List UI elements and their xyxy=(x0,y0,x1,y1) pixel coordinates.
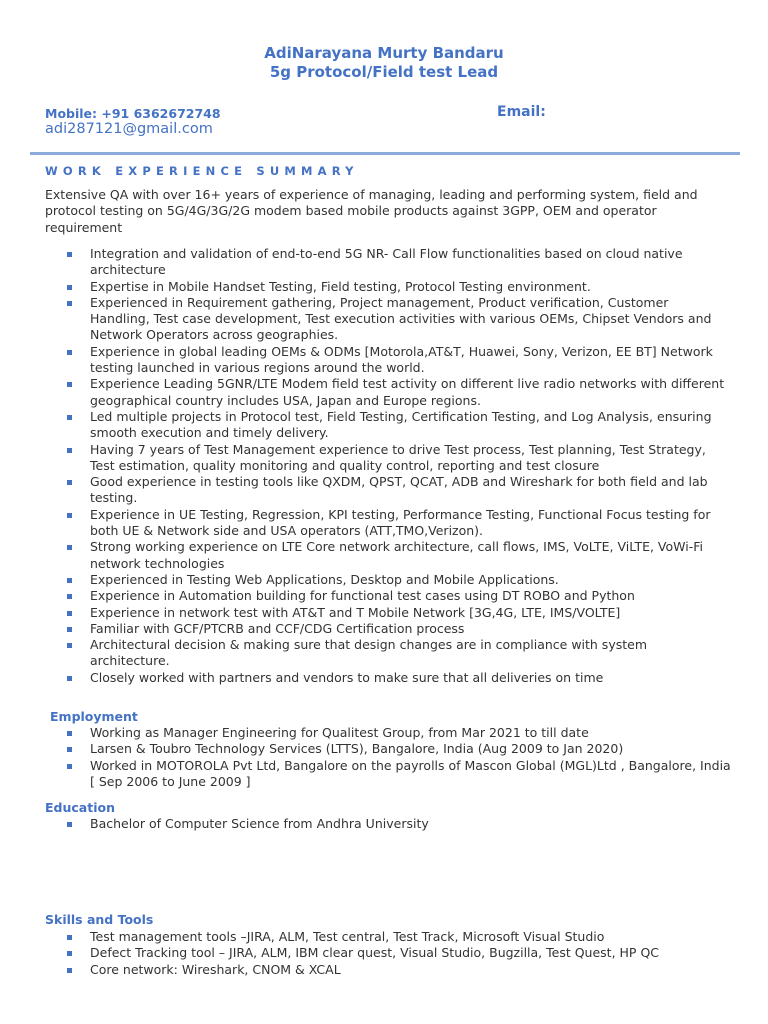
list-item xyxy=(45,929,735,945)
list-item xyxy=(45,945,735,961)
list-item-text: Defect Tracking tool – JIRA, ALM, IBM clear quest, Visual Studio, Bugzilla, Test Quest, HP QC xyxy=(90,945,660,961)
bullet-icon xyxy=(67,415,72,420)
bullet-icon xyxy=(67,252,72,257)
list-item-text: Familiar with GCF/PTCRB and CCF/CDG Certification process xyxy=(90,620,465,636)
bullet-icon xyxy=(67,301,72,306)
bullet-icon xyxy=(67,643,72,648)
list-item-text: Experience in network test with AT&T and T Mobile Network [3G,4G, LTE, IMS/VOLTE] xyxy=(90,604,621,620)
list-item-text: Experienced in Requirement gathering, Project management, Product verification, Customer Handling, Test case development, Test execution activities with various OEMs, Chipset Vendors and Network Operators across geographies. xyxy=(90,294,712,343)
bullet-icon xyxy=(67,676,72,681)
section-divider xyxy=(30,152,740,155)
list-item xyxy=(45,621,725,637)
list-item xyxy=(45,295,725,344)
list-item xyxy=(45,588,725,604)
bullet-icon xyxy=(67,822,72,827)
bullet-icon xyxy=(67,578,72,583)
list-item xyxy=(45,758,735,791)
list-item-text: Experienced in Testing Web Applications, Desktop and Mobile Applications. xyxy=(90,571,559,587)
education-list xyxy=(45,816,735,832)
bullet-icon xyxy=(67,951,72,956)
bullet-icon xyxy=(67,627,72,632)
list-item xyxy=(45,605,725,621)
list-item xyxy=(45,539,725,572)
list-item xyxy=(45,474,725,507)
candidate-name: AdiNarayana Murty Bandaru xyxy=(264,44,504,62)
list-item xyxy=(45,816,735,832)
list-item xyxy=(45,725,735,741)
list-item xyxy=(45,376,725,409)
list-item xyxy=(45,409,725,442)
mobile-number: Mobile: +91 6362672748 xyxy=(45,106,221,121)
email-address[interactable]: adi287121@gmail.com xyxy=(45,121,213,137)
list-item-text: Experience in Automation building for functional test cases using DT ROBO and Python xyxy=(90,588,635,604)
list-item-text: Experience in global leading OEMs & ODMs [Motorola,AT&T, Huawei, Sony, Verizon, EE BT] Network testing launched in various regions around the world. xyxy=(90,343,713,376)
list-item xyxy=(45,572,725,588)
list-item-text: Working as Manager Engineering for Qualitest Group, from Mar 2021 to till date xyxy=(90,725,589,740)
candidate-title: 5g Protocol/Field test Lead xyxy=(269,63,499,81)
resume-header xyxy=(0,44,768,82)
employment-heading: Employment xyxy=(50,709,138,724)
bullet-icon xyxy=(67,731,72,736)
list-item xyxy=(45,442,725,475)
bullet-icon xyxy=(67,350,72,355)
list-item-text: Having 7 years of Test Management experience to drive Test process, Test planning, Test Strategy, Test estimation, quality monitoring and quality control, reporting and test closure xyxy=(90,441,706,473)
email-label: Email: xyxy=(497,104,546,120)
list-item xyxy=(45,741,735,757)
work-experience-summary: Extensive QA with over 16+ years of experience of managing, leading and performing system, field and protocol testing on 5G/4G/3G/2G modem based mobile products against 3GPP, OEM and operator requirement xyxy=(45,187,698,235)
bullet-icon xyxy=(67,285,72,290)
list-item-text: Closely worked with partners and vendors to make sure that all deliveries on time xyxy=(90,669,604,685)
bullet-icon xyxy=(67,545,72,550)
list-item xyxy=(45,246,725,279)
bullet-icon xyxy=(67,968,72,973)
work-experience-list xyxy=(45,246,725,686)
bullet-icon xyxy=(67,747,72,752)
list-item-text: Architectural decision & making sure that design changes are in compliance with system architecture. xyxy=(90,637,648,669)
employment-list xyxy=(45,725,735,790)
work-experience-heading: WORK EXPERIENCE SUMMARY xyxy=(45,164,359,178)
bullet-icon xyxy=(67,594,72,599)
bullet-icon xyxy=(67,382,72,387)
list-item-text: Integration and validation of end-to-end 5G NR- Call Flow functionalities based on cloud native architecture xyxy=(90,246,683,278)
list-item-text: Led multiple projects in Protocol test, Field Testing, Certification Testing, and Log Analysis, ensuring smooth execution and timely delivery. xyxy=(90,408,712,441)
list-item-text: Bachelor of Computer Science from Andhra University xyxy=(90,816,429,831)
list-item xyxy=(45,637,725,670)
list-item-text: Experience in UE Testing, Regression, KPI testing, Performance Testing, Functional Focus testing for both UE & Network side and USA operators (ATT,TMO,Verizon). xyxy=(90,506,711,539)
skills-list xyxy=(45,929,735,978)
education-heading: Education xyxy=(45,800,115,815)
bullet-icon xyxy=(67,448,72,453)
list-item-text: Test management tools –JIRA, ALM, Test central, Test Track, Microsoft Visual Studio xyxy=(90,929,605,944)
list-item xyxy=(45,507,725,540)
list-item xyxy=(45,344,725,377)
list-item-text: Core network: Wireshark, CNOM & XCAL xyxy=(90,961,341,977)
bullet-icon xyxy=(67,935,72,940)
bullet-icon xyxy=(67,513,72,518)
list-item-text: Strong working experience on LTE Core network architecture, call flows, IMS, VoLTE, ViLTE, VoWi-Fi network technologies xyxy=(90,539,703,571)
list-item-text: Worked in MOTOROLA Pvt Ltd, Bangalore on the payrolls of Mascon Global (MGL)Ltd , Bangalore, India [ Sep 2006 to June 2009 ] xyxy=(90,757,731,789)
skills-heading: Skills and Tools xyxy=(45,912,154,927)
list-item xyxy=(45,279,725,295)
list-item-text: Larsen & Toubro Technology Services (LTTS), Bangalore, India (Aug 2009 to Jan 2020) xyxy=(90,741,624,757)
bullet-icon xyxy=(67,764,72,769)
bullet-icon xyxy=(67,480,72,485)
bullet-icon xyxy=(67,611,72,616)
list-item-text: Expertise in Mobile Handset Testing, Field testing, Protocol Testing environment. xyxy=(90,278,591,294)
list-item-text: Good experience in testing tools like QXDM, QPST, QCAT, ADB and Wireshark for both field and lab testing. xyxy=(90,474,708,506)
list-item xyxy=(45,670,725,686)
list-item-text: Experience Leading 5GNR/LTE Modem field test activity on different live radio networks with different geographical country includes USA, Japan and Europe regions. xyxy=(90,376,725,408)
list-item xyxy=(45,962,735,978)
